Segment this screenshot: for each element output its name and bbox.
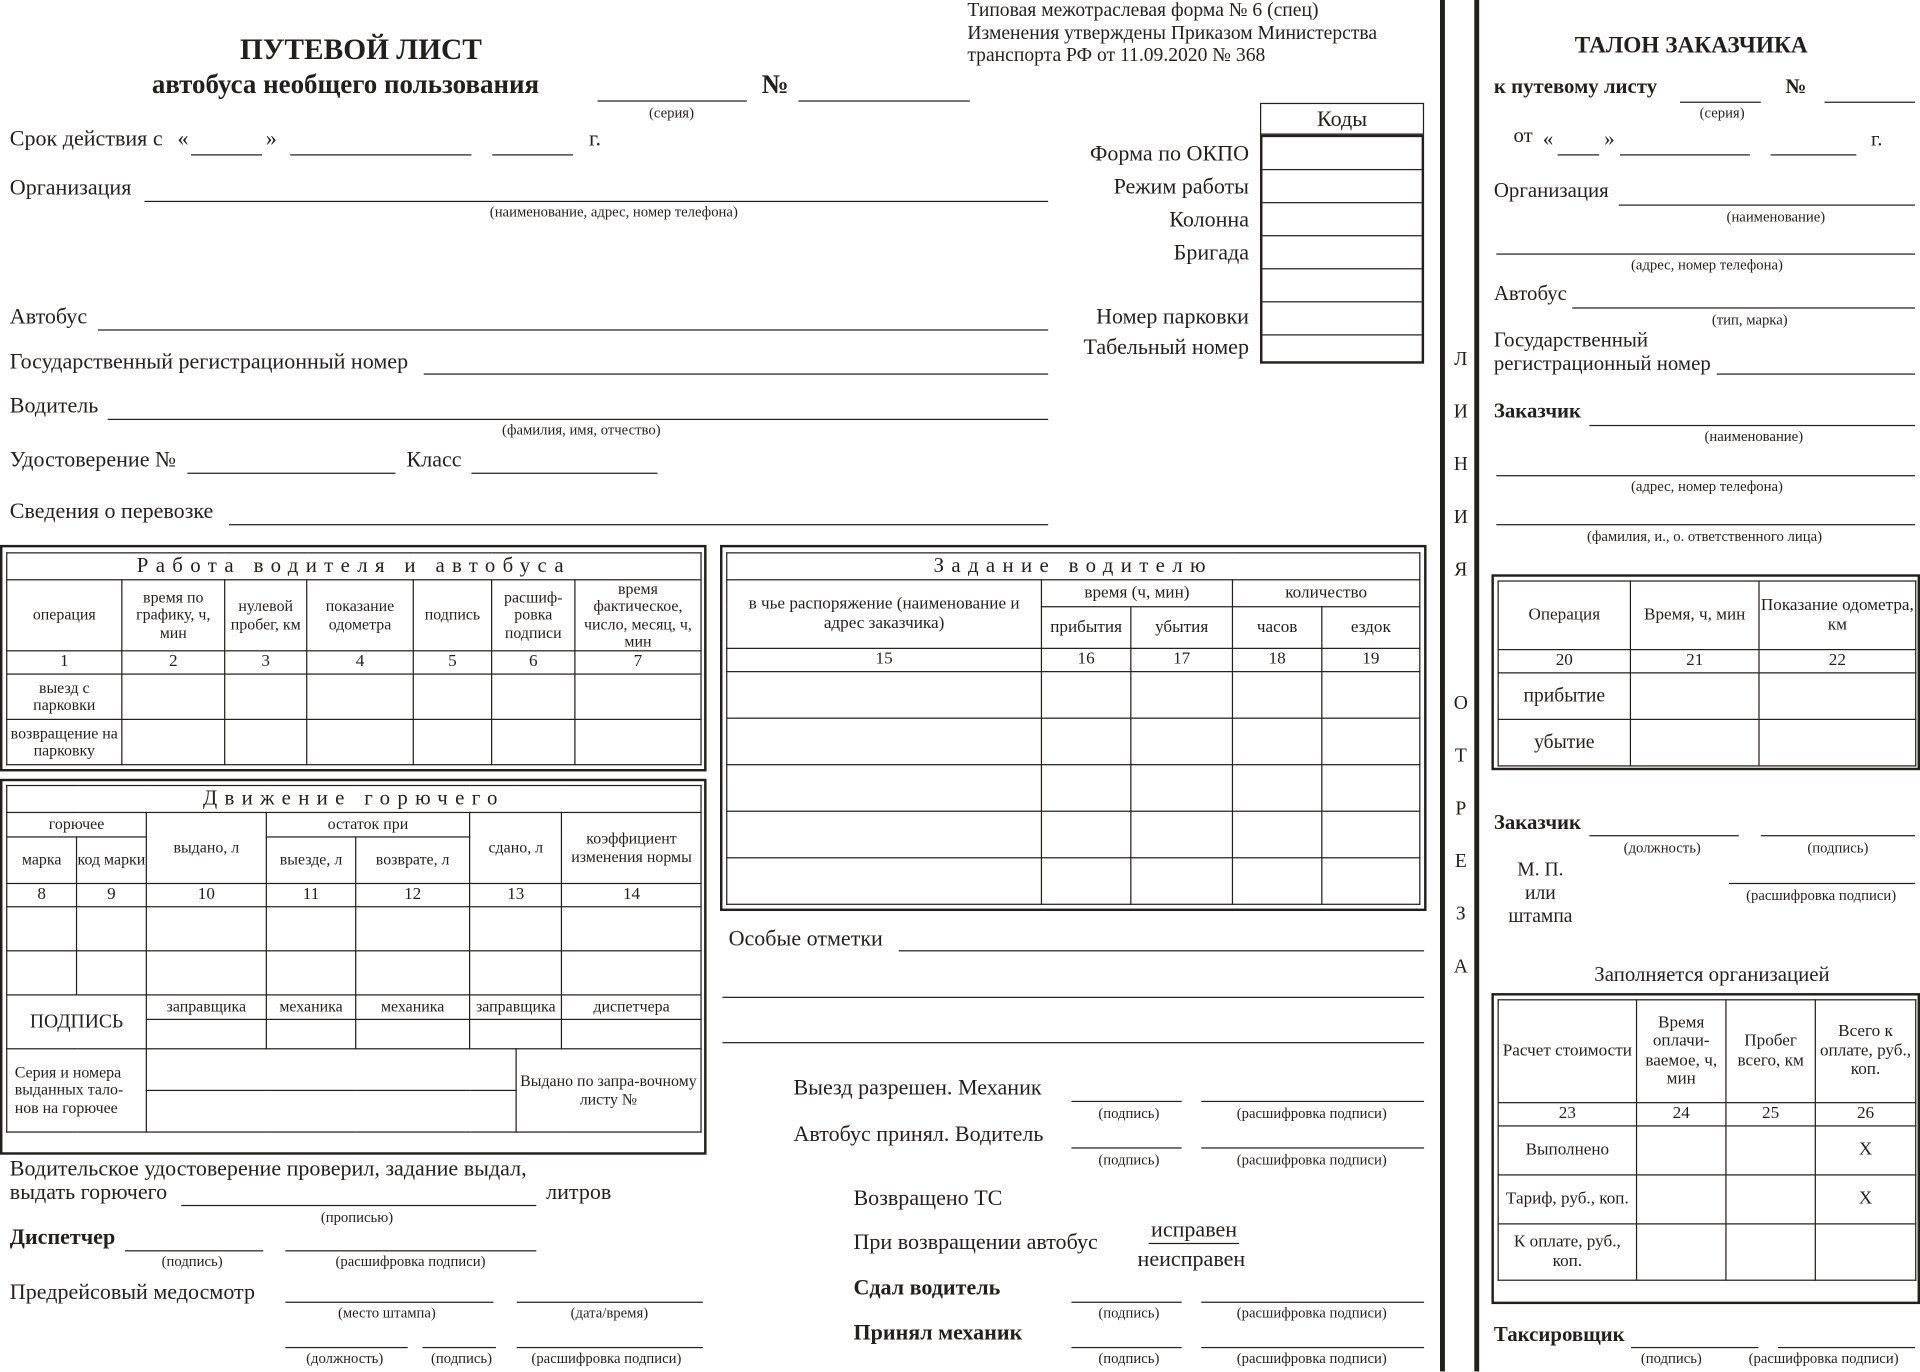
coupon-stamp-place: М. П. или штампа (1508, 859, 1573, 927)
cell[interactable] (470, 951, 562, 995)
cell[interactable] (1726, 1175, 1815, 1224)
cell[interactable] (470, 907, 562, 951)
cell[interactable] (562, 1019, 701, 1048)
cell[interactable] (575, 720, 701, 765)
signer-4: заправщика (470, 995, 562, 1019)
cell[interactable] (1131, 858, 1233, 905)
fuel-coupons-label: Серия и номера выданных тало-нов на горючее (7, 1049, 147, 1132)
cell[interactable] (356, 951, 470, 995)
coupon-to-list: к путевому листу (1493, 74, 1658, 98)
work-table (6, 552, 702, 765)
coupon-customer-addr-line[interactable] (1496, 475, 1915, 476)
fuel-issued-label: Выдано по запра-вочному листу № (516, 1049, 701, 1132)
driver-line[interactable] (108, 419, 1048, 420)
cell[interactable] (225, 674, 307, 719)
fuel-n12: 12 (356, 883, 470, 906)
coupon-num-sign: № (1785, 74, 1807, 98)
task-customer: в чье распоряжение (наименование и адрес заказчика) (727, 580, 1042, 649)
task-hours: часов (1232, 607, 1321, 649)
coupon-month-line[interactable] (1620, 154, 1750, 155)
signer-1: заправщика (146, 995, 266, 1019)
status-bad[interactable]: неисправен (1137, 1246, 1246, 1272)
date-caption: (дата/время) (570, 1304, 649, 1322)
work-row-return: возвращение на парковку (7, 720, 122, 765)
work-n6: 6 (492, 651, 575, 674)
cell[interactable] (1232, 672, 1321, 719)
work-n5: 5 (413, 651, 491, 674)
task-title: Задание водителю (727, 553, 1420, 580)
cell[interactable] (1759, 719, 1916, 766)
work-h2: время по графику, ч, мин (122, 580, 225, 651)
coupon-reg-line[interactable] (1717, 373, 1915, 374)
received-decode-caption: (расшифровка подписи) (1236, 1349, 1387, 1367)
received-label: Принял механик (853, 1320, 1023, 1345)
fuel-n9: 9 (77, 883, 147, 906)
cell[interactable] (727, 672, 1042, 719)
accepted-sign-line[interactable] (1071, 1147, 1181, 1148)
cell[interactable] (1726, 1224, 1815, 1280)
ct1-h2: Время, ч, мин (1630, 581, 1759, 650)
cell[interactable] (1232, 718, 1321, 765)
coupon-resp-line[interactable] (1496, 524, 1915, 525)
handed-sign-caption: (подпись) (1098, 1304, 1160, 1322)
fuel-group-rest: остаток при (266, 812, 469, 836)
cell[interactable] (122, 674, 225, 719)
received-sign-caption: (подпись) (1098, 1349, 1160, 1367)
work-h3: нулевой пробег, км (225, 580, 307, 651)
medical-date-line[interactable] (517, 1302, 703, 1303)
work-h1: операция (7, 580, 122, 651)
cell[interactable] (356, 907, 470, 951)
coupon-title: ТАЛОН ЗАКАЗЧИКА (1574, 33, 1808, 59)
coupon-bus-label: Автобус (1493, 281, 1567, 305)
ct2-h3: Пробег всего, км (1726, 1000, 1815, 1103)
cell[interactable] (1630, 719, 1759, 766)
handed-sign-line[interactable] (1071, 1302, 1181, 1303)
ct1-h3: Показание одометра, км (1759, 581, 1916, 650)
coupon-resp-caption: (фамилия, и., о. ответственного лица) (1586, 527, 1823, 545)
on-return-label: При возвращении автобус (853, 1229, 1098, 1254)
ct2-n26: 26 (1815, 1103, 1915, 1126)
cell[interactable] (575, 674, 701, 719)
taxer-decode-caption: (расшифровка подписи) (1748, 1349, 1899, 1367)
handed-decode-line[interactable] (1201, 1302, 1424, 1303)
coupon-bus-caption: (тип, марка) (1711, 311, 1788, 329)
exit-sign-caption: (подпись) (1098, 1104, 1160, 1122)
fuel-sign-label: ПОДПИСЬ (7, 995, 147, 1049)
medical-sign-caption: (подпись) (431, 1349, 493, 1367)
words-caption: (прописью) (320, 1208, 394, 1226)
cell[interactable] (266, 1019, 355, 1048)
cell[interactable] (1232, 858, 1321, 905)
accepted-sign-caption: (подпись) (1098, 1151, 1160, 1169)
cell[interactable] (225, 720, 307, 765)
task-qty: количество (1232, 580, 1419, 607)
medical-decode-caption: (расшифровка подписи) (531, 1349, 682, 1367)
stamp-caption: (место штампа) (337, 1304, 436, 1322)
task-n17: 17 (1131, 648, 1233, 671)
coupon-series-line[interactable] (1680, 102, 1761, 103)
cut-line-right (1474, 0, 1479, 1371)
task-table (726, 552, 1420, 905)
fuel-group-fuel: горючее (7, 812, 147, 836)
cell[interactable] (146, 1049, 515, 1091)
coupon-customer-line[interactable] (1589, 425, 1915, 426)
driver-caption: (фамилия, имя, отчество) (502, 421, 661, 439)
coupon-year-line[interactable] (1771, 154, 1857, 155)
special-line-2[interactable] (722, 997, 1424, 998)
cell[interactable] (1759, 673, 1916, 720)
dispatcher-label: Диспетчер (9, 1224, 116, 1249)
code-label-brigade: Бригада (1173, 240, 1249, 265)
cell[interactable] (307, 720, 414, 765)
coupon-org-caption: (наименование) (1726, 208, 1826, 226)
ct2-tariff: Тариф, руб., коп. (1498, 1175, 1636, 1224)
ct1-n21: 21 (1630, 650, 1759, 673)
bus-line[interactable] (98, 329, 1048, 330)
transport-line[interactable] (229, 524, 1048, 525)
coupon-addr-caption: (адрес, номер телефона) (1631, 255, 1783, 274)
coupon-pos-line[interactable] (1589, 835, 1738, 836)
exit-sign-line[interactable] (1071, 1101, 1181, 1102)
coupon-bus-line[interactable] (1572, 307, 1915, 308)
cell[interactable] (562, 907, 701, 951)
work-h5: подпись (413, 580, 491, 651)
coupon-sign-caption: (подпись) (1807, 838, 1869, 856)
validity-day[interactable] (191, 154, 262, 155)
driver-label: Водитель (9, 393, 99, 418)
cell[interactable] (1322, 811, 1420, 858)
validity-month[interactable] (290, 154, 471, 155)
code-mode[interactable] (1262, 170, 1421, 203)
cell[interactable] (470, 1019, 562, 1048)
ct1-departure: убытие (1498, 719, 1630, 766)
cell[interactable] (1322, 858, 1420, 905)
dispatcher-decode-line[interactable] (285, 1250, 536, 1251)
fuel-brand: марка (7, 837, 77, 884)
validity-label: Срок действия с (9, 126, 163, 151)
medical-sign-line[interactable] (422, 1347, 495, 1348)
fuel-rest-exit: выезде, л (266, 837, 355, 884)
handed-decode-caption: (расшифровка подписи) (1236, 1304, 1387, 1322)
status-ok[interactable]: исправен (1149, 1217, 1240, 1244)
cell[interactable] (146, 1090, 515, 1132)
cell[interactable] (1322, 672, 1420, 719)
cell[interactable] (307, 674, 414, 719)
accepted-decode-caption: (расшифровка подписи) (1236, 1151, 1387, 1169)
code-brigade[interactable] (1262, 236, 1421, 269)
exit-decode-caption: (расшифровка подписи) (1236, 1104, 1387, 1122)
medical-pos-line[interactable] (285, 1347, 407, 1348)
validity-year[interactable] (492, 154, 573, 155)
bus-label: Автобус (9, 303, 88, 329)
work-n2: 2 (122, 651, 225, 674)
work-n3: 3 (225, 651, 307, 674)
work-h4: показание одометра (307, 580, 414, 651)
fuel-returned: сдано, л (470, 812, 562, 883)
ct1-n22: 22 (1759, 650, 1916, 673)
task-n16: 16 (1041, 648, 1130, 671)
ct2-h1: Расчет стоимости (1498, 1000, 1636, 1103)
task-arrival: прибытия (1041, 607, 1130, 649)
work-n1: 1 (7, 651, 122, 674)
cell[interactable] (1630, 673, 1759, 720)
coupon-from: от (1513, 123, 1533, 147)
org-label: Организация (9, 175, 132, 200)
form-title: ПУТЕВОЙ ЛИСТ (240, 34, 482, 67)
cell[interactable] (1041, 811, 1130, 858)
cell[interactable] (1637, 1224, 1726, 1280)
coupon-table2 (1498, 999, 1917, 1281)
signer-5: диспетчера (562, 995, 701, 1019)
signer-2: механика (266, 995, 355, 1019)
work-n7: 7 (575, 651, 701, 674)
taxer-label: Таксировщик (1493, 1322, 1625, 1346)
cell[interactable] (1131, 765, 1233, 812)
license-check-text: Водительское удостоверение проверил, задание выдал, (9, 1155, 527, 1181)
license-line[interactable] (187, 473, 395, 474)
cell[interactable] (1322, 765, 1420, 812)
cell[interactable] (1232, 765, 1321, 812)
fuel-n11: 11 (266, 883, 355, 906)
cell[interactable] (266, 951, 355, 995)
codes-box (1260, 135, 1424, 364)
fuel-n8: 8 (7, 883, 77, 906)
code-column[interactable] (1262, 203, 1421, 236)
cell[interactable] (77, 951, 147, 995)
medical-label: Предрейсовый медосмотр (9, 1279, 255, 1305)
cut-line-left (1440, 0, 1445, 1371)
work-h7: время фактическое, число, месяц, ч, мин (575, 580, 701, 651)
cell[interactable] (1131, 811, 1233, 858)
cell[interactable] (266, 907, 355, 951)
dispatcher-sign-caption: (подпись) (161, 1252, 223, 1270)
fuel-table (6, 785, 702, 1133)
cell[interactable] (727, 718, 1042, 765)
exit-label: Выезд разрешен. Механик (793, 1075, 1042, 1100)
cell[interactable] (1041, 672, 1130, 719)
task-n18: 18 (1232, 648, 1321, 671)
code-blank[interactable] (1262, 269, 1421, 302)
ct1-arrival: прибытие (1498, 673, 1630, 720)
code-tab[interactable] (1262, 336, 1421, 365)
ct2-n24: 24 (1637, 1103, 1726, 1126)
cell[interactable] (727, 811, 1042, 858)
number-line[interactable] (798, 100, 969, 101)
cell[interactable] (77, 907, 147, 951)
cell[interactable] (356, 1019, 470, 1048)
coupon-decode-line[interactable] (1729, 883, 1915, 884)
cell[interactable] (1232, 811, 1321, 858)
cell[interactable] (413, 674, 491, 719)
cell[interactable] (7, 907, 77, 951)
cell[interactable] (1131, 672, 1233, 719)
cell[interactable] (562, 951, 701, 995)
ct2-n25: 25 (1726, 1103, 1815, 1126)
ct2-topay: К оплате, руб., коп. (1498, 1224, 1636, 1280)
work-n4: 4 (307, 651, 414, 674)
license-label: Удостоверение № (9, 446, 177, 472)
coupon-pos-caption: (должность) (1623, 838, 1701, 856)
work-title: Работа водителя и автобуса (7, 553, 701, 580)
returned-label: Возвращено ТС (853, 1185, 1003, 1210)
taxer-sign-caption: (подпись) (1640, 1349, 1702, 1367)
code-label-column: Колонна (1169, 206, 1249, 232)
fuel-n10: 10 (146, 883, 266, 906)
coupon-reg-label: Государственный регистрационный номер (1493, 328, 1711, 375)
cell[interactable] (1041, 858, 1130, 905)
ct2-x-1: X (1815, 1126, 1915, 1175)
ct2-h2: Время оплачи-ваемое, ч, мин (1637, 1000, 1726, 1103)
cell[interactable] (492, 674, 575, 719)
org-line[interactable] (144, 201, 1048, 202)
quote-close: » (265, 126, 277, 151)
quote-open: « (177, 126, 189, 151)
cut-label-line: Л И Н И Я (1453, 348, 1468, 581)
code-label-parking: Номер парковки (1096, 303, 1249, 329)
year-suffix: г. (588, 126, 602, 151)
special-label: Особые отметки (728, 925, 883, 951)
accepted-label: Автобус принял. Водитель (793, 1121, 1044, 1147)
signer-3: механика (356, 995, 470, 1019)
cell[interactable] (413, 720, 491, 765)
ct2-n23: 23 (1498, 1103, 1636, 1126)
cell[interactable] (727, 765, 1042, 812)
cell[interactable] (1726, 1126, 1815, 1175)
cell[interactable] (727, 858, 1042, 905)
medical-pos-caption: (должность) (306, 1349, 384, 1367)
coupon-table1 (1498, 580, 1917, 766)
medical-decode-line[interactable] (517, 1347, 703, 1348)
coupon-series-caption: (серия) (1699, 104, 1745, 122)
cell[interactable] (1041, 718, 1130, 765)
code-label-tab: Табельный номер (1083, 334, 1249, 359)
transport-label: Сведения о перевозке (9, 498, 214, 523)
coupon-customer-caption: (наименование) (1704, 427, 1804, 445)
coupon-addr-line[interactable] (1496, 253, 1915, 254)
coupon-q-close: » (1604, 127, 1615, 151)
coupon-filled-by: Заполняется организацией (1594, 962, 1830, 986)
fuel-title: Движение горючего (7, 786, 701, 813)
work-row-exit: выезд с парковки (7, 674, 122, 719)
form-note: Типовая межотраслевая форма № 6 (спец) Изменения утверждены Приказом Министерства транспорта РФ от 11.09.2020 № 368 (967, 0, 1378, 67)
fuel-n14: 14 (562, 883, 701, 906)
cell[interactable] (146, 907, 266, 951)
code-parking[interactable] (1262, 302, 1421, 335)
fuel-issue-text: выдать горючего (9, 1179, 168, 1204)
accepted-decode-line[interactable] (1201, 1147, 1424, 1148)
task-n19: 19 (1322, 648, 1420, 671)
ct2-x-2: X (1815, 1175, 1915, 1224)
coupon-q-open: « (1542, 127, 1554, 151)
cell[interactable] (492, 720, 575, 765)
series-line[interactable] (598, 100, 747, 101)
ct1-h1: Операция (1498, 581, 1630, 650)
special-line-3[interactable] (722, 1042, 1424, 1043)
reg-label: Государственный регистрационный номер (9, 348, 409, 374)
cell[interactable] (1637, 1126, 1726, 1175)
task-time: время (ч, мин) (1041, 580, 1232, 607)
cell[interactable] (1041, 765, 1130, 812)
dispatcher-sign-line[interactable] (125, 1250, 263, 1251)
fuel-issued: выдано, л (146, 812, 266, 883)
class-line[interactable] (471, 473, 657, 474)
fuel-n13: 13 (470, 883, 562, 906)
cell[interactable] (7, 951, 77, 995)
task-n15: 15 (727, 648, 1042, 671)
code-okpo[interactable] (1262, 137, 1421, 170)
task-departure: убытия (1131, 607, 1233, 649)
code-label-mode: Режим работы (1113, 173, 1249, 199)
ct1-n20: 20 (1498, 650, 1630, 673)
work-h6: расшиф-ровка подписи (492, 580, 575, 651)
coupon-decode-caption: (расшифровка подписи) (1746, 886, 1897, 904)
cell[interactable] (1322, 718, 1420, 765)
code-label-okpo: Форма по ОКПО (1089, 140, 1249, 166)
coupon-year: г. (1871, 127, 1883, 151)
codes-header: Коды (1260, 103, 1424, 135)
ct2-done: Выполнено (1498, 1126, 1636, 1175)
fuel-coef: коэффициент изменения нормы (562, 812, 701, 883)
medical-stamp-line[interactable] (285, 1302, 493, 1303)
ct2-h4: Всего к оплате, руб., коп. (1815, 1000, 1915, 1103)
coupon-customer-label: Заказчик (1493, 399, 1582, 423)
handed-label: Сдал водитель (853, 1274, 1001, 1300)
fuel-code: код марки (77, 837, 147, 884)
number-sign: № (761, 68, 789, 100)
liters-text: литров (546, 1179, 612, 1204)
coupon-day-line[interactable] (1558, 154, 1600, 155)
coupon-sign-line[interactable] (1761, 835, 1915, 836)
reg-line[interactable] (424, 373, 1048, 374)
cell[interactable] (1815, 1224, 1915, 1280)
dispatcher-decode-caption: (расшифровка подписи) (335, 1252, 486, 1270)
class-label: Класс (406, 446, 462, 472)
cell[interactable] (122, 720, 225, 765)
cell[interactable] (1131, 718, 1233, 765)
exit-decode-line[interactable] (1201, 1101, 1424, 1102)
taxer-decode-line[interactable] (1778, 1347, 1915, 1348)
series-caption: (серия) (648, 104, 694, 122)
cell[interactable] (146, 1019, 266, 1048)
received-sign-line[interactable] (1071, 1347, 1181, 1348)
fuel-rest-return: возврате, л (356, 837, 470, 884)
cell[interactable] (1637, 1175, 1726, 1224)
special-line-1[interactable] (899, 950, 1424, 951)
coupon-org-line[interactable] (1619, 204, 1915, 205)
coupon-customer-addr-caption: (адрес, номер телефона) (1631, 477, 1783, 495)
org-caption: (наименование, адрес, номер телефона) (489, 203, 738, 221)
received-decode-line[interactable] (1201, 1347, 1424, 1348)
coupon-num-line[interactable] (1825, 102, 1916, 103)
task-trips: ездок (1322, 607, 1420, 649)
taxer-sign-line[interactable] (1631, 1347, 1758, 1348)
cell[interactable] (146, 951, 266, 995)
form-subtitle: автобуса необщего пользования (151, 68, 540, 100)
cut-label-cut: О Т Р Е З А (1453, 693, 1468, 978)
coupon-customer-sign-label: Заказчик (1493, 810, 1582, 834)
fuel-amount-line[interactable] (181, 1205, 536, 1206)
coupon-org-label: Организация (1493, 178, 1609, 203)
